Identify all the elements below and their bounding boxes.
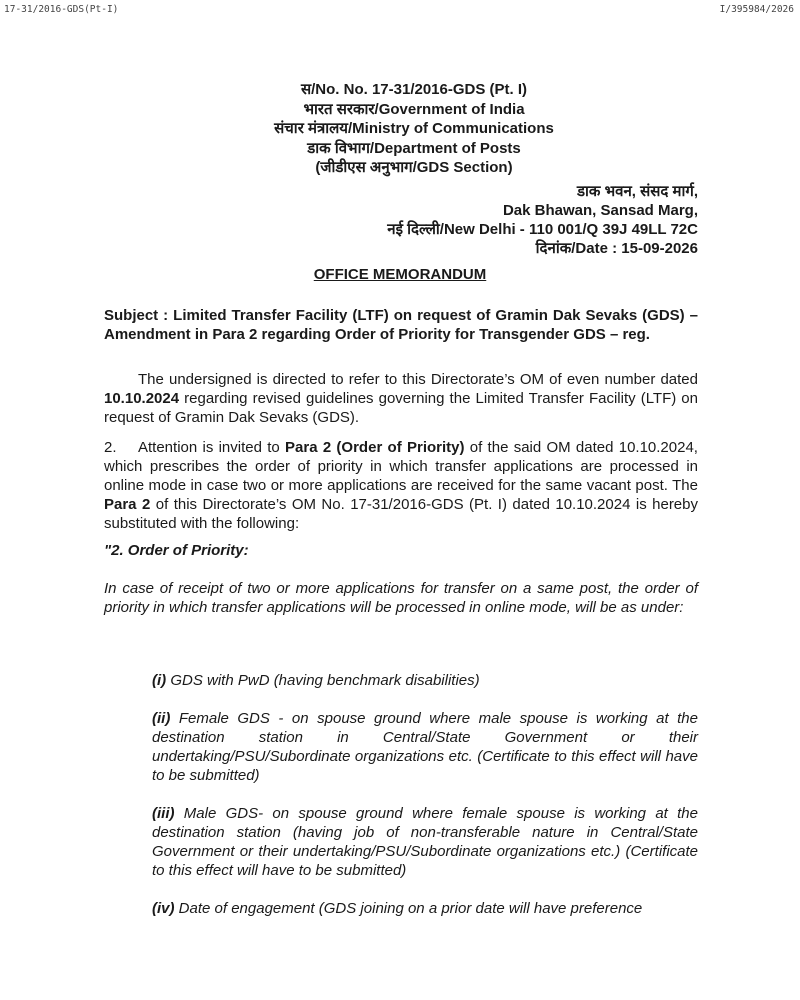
ministry-line: संचार मंत्रालय/Ministry of Communications: [274, 120, 554, 137]
paragraph-1: [104, 370, 698, 427]
priority-item: [152, 671, 698, 690]
page-header-file-ref: 17-31/2016-GDS(Pt-I): [4, 4, 119, 15]
item-text: Date of engagement (GDS joining on a prior date will have preference: [174, 900, 643, 917]
para2-bold-a: Para 2 (Order of Priority): [285, 439, 465, 456]
department-line: डाक विभाग/Department of Posts: [307, 139, 521, 157]
office-address: [387, 182, 698, 258]
order-intro: In case of receipt of two or more applications for transfer on a same post, the order of priority in which transfer applications will be processed in online mode, will be as under:: [104, 580, 698, 616]
item-number: (ii): [152, 710, 171, 727]
address-line-english: Dak Bhawan, Sansad Marg,: [502, 202, 698, 219]
item-number: (iii): [152, 805, 175, 822]
para1-date: 10.10.2024: [104, 390, 180, 407]
item-text: Female GDS - on spouse ground where male spouse is working at the destination station in Central/State Government or their undertaking/PSU/Subordinate organizations etc. (Certificate to this effect will have to be submitted): [152, 710, 698, 784]
item-text: Male GDS- on spouse ground where female spouse is working at the destination station (having job of non-transferable nature in Central/State Government or their undertaking/PSU/Subordinate organizations etc.) (Certificate to this effect will have to be submitted): [152, 805, 698, 879]
government-line: भारत सरकार/Government of India: [303, 100, 525, 118]
para1-text-a: The undersigned is directed to refer to this Directorate’s OM of even number dated: [138, 371, 698, 388]
address-line-hindi: डाक भवन, संसद मार्ग,: [576, 183, 698, 200]
para2-number: 2.: [104, 439, 117, 456]
para2-bold-b: Para 2: [104, 496, 151, 513]
item-number: (iv): [152, 900, 175, 917]
priority-item: [152, 899, 698, 918]
address-city: नई दिल्ली/New Delhi - 110 001/Q 39J 49LL 72C: [387, 221, 698, 238]
file-number: स/No. No. 17-31/2016-GDS (Pt. I): [300, 81, 528, 98]
memo-title: OFFICE MEMORANDUM: [313, 266, 487, 283]
para2-text-c: of this Directorate’s OM No. 17-31/2016-GDS (Pt. I) dated 10.10.2024 is hereby substituted with the following:: [104, 496, 698, 532]
paragraph-2: [104, 438, 698, 533]
para2-text-b: of the said OM dated 10.10.2024, which prescribes the order of priority in which transfer applications are processed in online mode in case two or more applications are received for the same vacant post. The: [104, 439, 698, 494]
section-line: (जीडीएस अनुभाग/GDS Section): [315, 159, 513, 176]
letterhead: [0, 80, 800, 178]
order-of-priority-heading: "2. Order of Priority:: [104, 542, 249, 559]
memo-date: दिनांक/Date : 15-09-2026: [535, 240, 698, 257]
para1-text-b: regarding revised guidelines governing the Limited Transfer Facility (LTF) on request of Gramin Dak Sevaks (GDS).: [104, 390, 698, 426]
priority-item: [152, 804, 698, 880]
item-text: GDS with PwD (having benchmark disabilities): [166, 672, 480, 689]
page-header-doc-id: I/395984/2026: [719, 4, 794, 15]
item-number: (i): [152, 672, 167, 689]
subject: Subject : Limited Transfer Facility (LTF) on request of Gramin Dak Sevaks (GDS) – Amendment in Para 2 regarding Order of Priority for Transgender GDS – reg.: [104, 307, 698, 343]
priority-item: [152, 709, 698, 785]
para2-text-a: Attention is invited to: [138, 439, 286, 456]
